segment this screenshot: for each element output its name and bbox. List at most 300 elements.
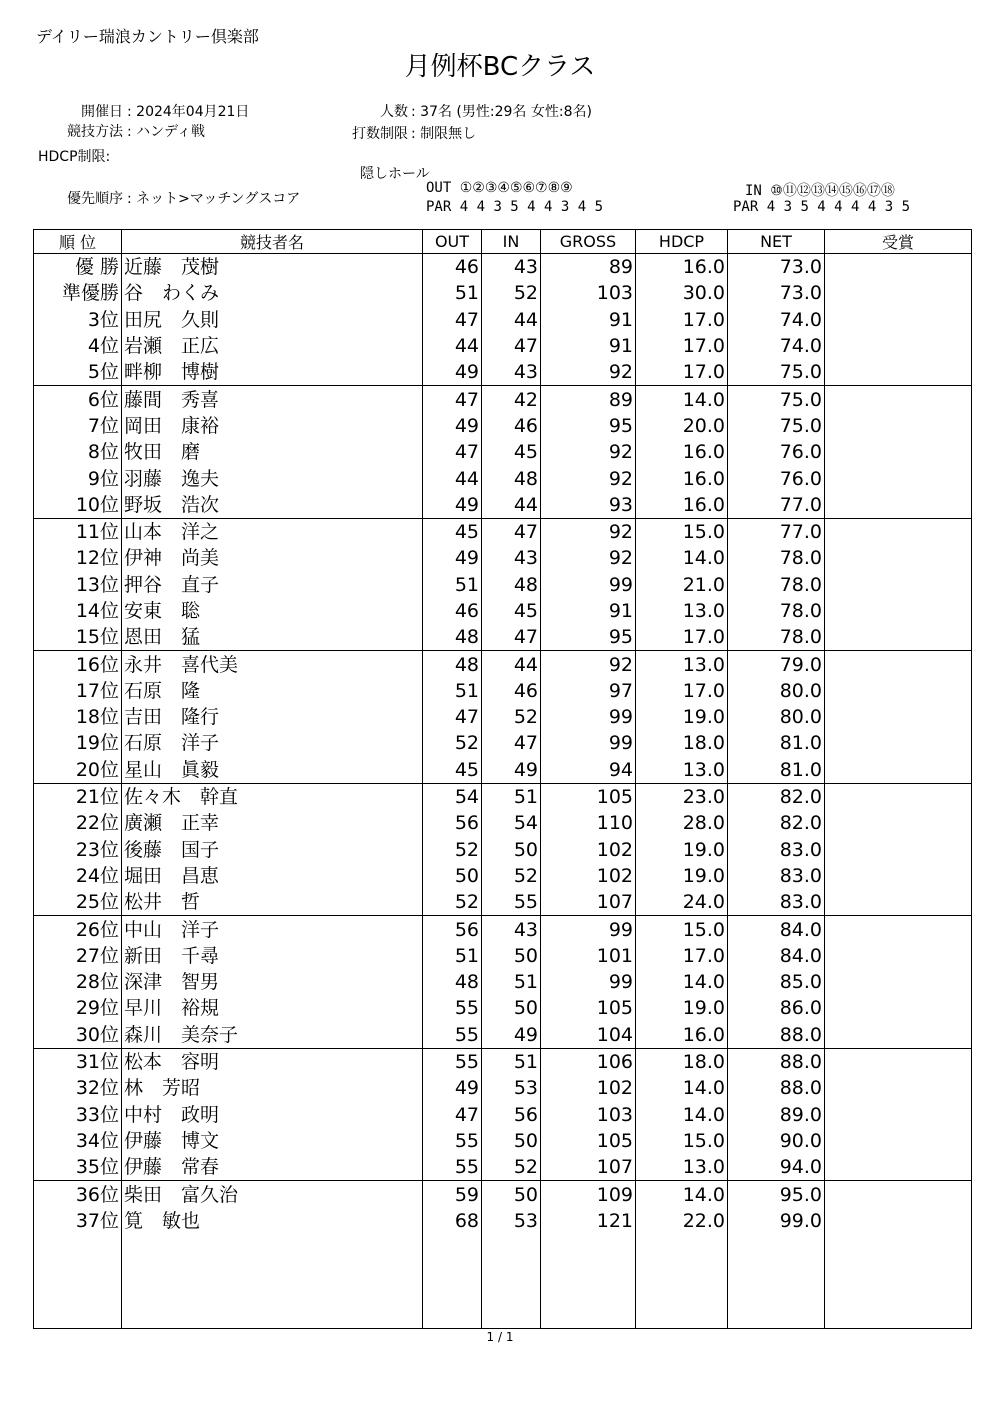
award-cell bbox=[825, 465, 972, 491]
net-cell: 80.0 bbox=[728, 678, 825, 704]
in-holes-row bbox=[745, 180, 895, 200]
in-par-label: PAR bbox=[733, 199, 759, 215]
table-row bbox=[34, 492, 972, 519]
col-rank: 順 位 bbox=[34, 230, 122, 254]
net-cell: 79.0 bbox=[728, 651, 825, 678]
out-cell: 52 bbox=[423, 889, 482, 916]
table-row bbox=[34, 280, 972, 306]
priority-label: 優先順序 bbox=[67, 191, 123, 207]
net-cell: 75.0 bbox=[728, 359, 825, 386]
gross-cell: 102 bbox=[541, 863, 636, 889]
table-row bbox=[34, 783, 972, 810]
col-net: NET bbox=[728, 230, 825, 254]
net-cell: 74.0 bbox=[728, 333, 825, 359]
award-cell bbox=[825, 1154, 972, 1181]
gross-cell: 91 bbox=[541, 333, 636, 359]
table-row bbox=[34, 651, 972, 678]
award-cell bbox=[825, 810, 972, 836]
out-cell: 47 bbox=[423, 307, 482, 333]
hdcp-cell: 17.0 bbox=[636, 624, 728, 651]
gross-cell: 92 bbox=[541, 465, 636, 491]
results-table bbox=[33, 229, 972, 1329]
method-label: 競技方法 bbox=[67, 124, 123, 140]
out-holes: ①②③④⑤⑥⑦⑧⑨ bbox=[459, 180, 573, 196]
table-row bbox=[34, 1048, 972, 1075]
net-cell: 75.0 bbox=[728, 413, 825, 439]
net-cell: 81.0 bbox=[728, 730, 825, 756]
net-cell: 88.0 bbox=[728, 1075, 825, 1101]
table-row bbox=[34, 518, 972, 545]
in-par: 4 3 5 4 4 4 4 3 5 bbox=[766, 199, 911, 215]
out-par-label: PAR bbox=[426, 199, 452, 215]
net-cell: 99.0 bbox=[728, 1208, 825, 1234]
table-row bbox=[34, 1128, 972, 1154]
col-name: 競技者名 bbox=[122, 230, 423, 254]
award-cell bbox=[825, 1075, 972, 1101]
net-cell: 89.0 bbox=[728, 1102, 825, 1128]
empty-cell bbox=[34, 1234, 122, 1329]
award-cell bbox=[825, 598, 972, 624]
in-cell: 48 bbox=[482, 465, 541, 491]
name-cell: 伊神 尚美 bbox=[122, 545, 423, 571]
gross-cell: 91 bbox=[541, 307, 636, 333]
gross-cell: 92 bbox=[541, 518, 636, 545]
out-cell: 56 bbox=[423, 916, 482, 943]
in-cell: 44 bbox=[482, 307, 541, 333]
date-value: : 2024年04月21日 bbox=[127, 104, 250, 120]
award-cell bbox=[825, 333, 972, 359]
net-cell: 80.0 bbox=[728, 704, 825, 730]
gross-cell: 93 bbox=[541, 492, 636, 519]
in-cell: 47 bbox=[482, 624, 541, 651]
in-cell: 43 bbox=[482, 916, 541, 943]
rank-cell: 優 勝 bbox=[34, 254, 122, 281]
gross-cell: 109 bbox=[541, 1181, 636, 1208]
award-cell bbox=[825, 783, 972, 810]
empty-cell bbox=[541, 1234, 636, 1329]
in-cell: 50 bbox=[482, 1128, 541, 1154]
out-cell: 51 bbox=[423, 943, 482, 969]
table-row bbox=[34, 1208, 972, 1234]
hdcp-cell: 13.0 bbox=[636, 598, 728, 624]
name-cell: 松井 哲 bbox=[122, 889, 423, 916]
rank-cell: 準優勝 bbox=[34, 280, 122, 306]
name-cell: 牧田 磨 bbox=[122, 439, 423, 465]
out-label: OUT bbox=[426, 180, 452, 196]
name-cell: 深津 智男 bbox=[122, 969, 423, 995]
in-cell: 51 bbox=[482, 1048, 541, 1075]
award-cell bbox=[825, 1208, 972, 1234]
gross-cell: 102 bbox=[541, 1075, 636, 1101]
rank-cell: 6位 bbox=[34, 386, 122, 413]
hdcp-cell: 17.0 bbox=[636, 359, 728, 386]
rank-cell: 14位 bbox=[34, 598, 122, 624]
in-cell: 54 bbox=[482, 810, 541, 836]
hdcp-cell: 13.0 bbox=[636, 757, 728, 784]
in-cell: 43 bbox=[482, 254, 541, 281]
out-cell: 49 bbox=[423, 413, 482, 439]
gross-cell: 106 bbox=[541, 1048, 636, 1075]
hdcp-cell: 30.0 bbox=[636, 280, 728, 306]
in-cell: 45 bbox=[482, 439, 541, 465]
gross-cell: 99 bbox=[541, 572, 636, 598]
rank-cell: 22位 bbox=[34, 810, 122, 836]
rank-cell: 11位 bbox=[34, 518, 122, 545]
net-cell: 83.0 bbox=[728, 837, 825, 863]
out-cell: 45 bbox=[423, 518, 482, 545]
in-cell: 52 bbox=[482, 1154, 541, 1181]
award-cell bbox=[825, 1048, 972, 1075]
name-cell: 吉田 隆行 bbox=[122, 704, 423, 730]
rank-cell: 18位 bbox=[34, 704, 122, 730]
net-cell: 73.0 bbox=[728, 280, 825, 306]
out-cell: 49 bbox=[423, 545, 482, 571]
out-cell: 47 bbox=[423, 1102, 482, 1128]
net-cell: 81.0 bbox=[728, 757, 825, 784]
empty-cell bbox=[482, 1234, 541, 1329]
name-cell: 畔柳 博樹 bbox=[122, 359, 423, 386]
table-row bbox=[34, 730, 972, 756]
in-cell: 55 bbox=[482, 889, 541, 916]
in-cell: 42 bbox=[482, 386, 541, 413]
table-row bbox=[34, 1181, 972, 1208]
name-cell: 石原 洋子 bbox=[122, 730, 423, 756]
name-cell: 安東 聡 bbox=[122, 598, 423, 624]
in-label: IN bbox=[745, 183, 762, 199]
award-cell bbox=[825, 730, 972, 756]
in-cell: 43 bbox=[482, 545, 541, 571]
in-cell: 52 bbox=[482, 704, 541, 730]
in-cell: 44 bbox=[482, 492, 541, 519]
hdcp-cell: 14.0 bbox=[636, 969, 728, 995]
award-cell bbox=[825, 413, 972, 439]
rank-cell: 21位 bbox=[34, 783, 122, 810]
award-cell bbox=[825, 651, 972, 678]
net-cell: 84.0 bbox=[728, 943, 825, 969]
in-cell: 49 bbox=[482, 757, 541, 784]
table-row bbox=[34, 333, 972, 359]
name-cell: 中山 洋子 bbox=[122, 916, 423, 943]
hdcp-cell: 14.0 bbox=[636, 1102, 728, 1128]
net-cell: 94.0 bbox=[728, 1154, 825, 1181]
table-row bbox=[34, 995, 972, 1021]
rank-cell: 37位 bbox=[34, 1208, 122, 1234]
table-header-row bbox=[34, 230, 972, 254]
hdcp-cell: 24.0 bbox=[636, 889, 728, 916]
page-number: 1 / 1 bbox=[486, 1330, 514, 1344]
name-cell: 廣瀬 正幸 bbox=[122, 810, 423, 836]
hdcp-cell: 16.0 bbox=[636, 1022, 728, 1049]
page-title: 月例杯BCクラス bbox=[404, 52, 596, 82]
gross-cell: 89 bbox=[541, 254, 636, 281]
hdcp-cell: 18.0 bbox=[636, 730, 728, 756]
award-cell bbox=[825, 863, 972, 889]
in-cell: 44 bbox=[482, 651, 541, 678]
in-cell: 50 bbox=[482, 943, 541, 969]
in-cell: 53 bbox=[482, 1208, 541, 1234]
count-text: 37名 (男性:29名 女性:8名) bbox=[420, 104, 592, 120]
net-cell: 76.0 bbox=[728, 465, 825, 491]
hdcp-cell: 14.0 bbox=[636, 1181, 728, 1208]
in-cell: 51 bbox=[482, 969, 541, 995]
out-cell: 47 bbox=[423, 386, 482, 413]
empty-cell bbox=[423, 1234, 482, 1329]
in-cell: 52 bbox=[482, 863, 541, 889]
award-cell bbox=[825, 757, 972, 784]
net-cell: 90.0 bbox=[728, 1128, 825, 1154]
name-cell: 伊藤 博文 bbox=[122, 1128, 423, 1154]
table-row bbox=[34, 624, 972, 651]
hdcp-cell: 13.0 bbox=[636, 1154, 728, 1181]
rank-cell: 20位 bbox=[34, 757, 122, 784]
in-cell: 50 bbox=[482, 1181, 541, 1208]
gross-cell: 99 bbox=[541, 969, 636, 995]
in-cell: 45 bbox=[482, 598, 541, 624]
award-cell bbox=[825, 889, 972, 916]
hdcp-cell: 17.0 bbox=[636, 333, 728, 359]
table-row bbox=[34, 254, 972, 281]
in-cell: 50 bbox=[482, 995, 541, 1021]
gross-cell: 105 bbox=[541, 783, 636, 810]
out-cell: 44 bbox=[423, 333, 482, 359]
gross-cell: 95 bbox=[541, 624, 636, 651]
net-cell: 83.0 bbox=[728, 889, 825, 916]
in-cell: 53 bbox=[482, 1075, 541, 1101]
name-cell: 柴田 富久治 bbox=[122, 1181, 423, 1208]
out-cell: 55 bbox=[423, 1154, 482, 1181]
rank-cell: 28位 bbox=[34, 969, 122, 995]
name-cell: 田尻 久則 bbox=[122, 307, 423, 333]
out-cell: 52 bbox=[423, 837, 482, 863]
limit-label: 打数制限 bbox=[352, 126, 408, 142]
limit-text: 制限無し bbox=[420, 126, 477, 142]
empty-cell bbox=[122, 1234, 423, 1329]
name-cell: 谷 わくみ bbox=[122, 280, 423, 306]
gross-cell: 101 bbox=[541, 943, 636, 969]
rank-cell: 5位 bbox=[34, 359, 122, 386]
out-cell: 59 bbox=[423, 1181, 482, 1208]
out-cell: 55 bbox=[423, 1022, 482, 1049]
empty-cell bbox=[728, 1234, 825, 1329]
name-cell: 星山 眞毅 bbox=[122, 757, 423, 784]
award-cell bbox=[825, 254, 972, 281]
award-cell bbox=[825, 492, 972, 519]
net-cell: 78.0 bbox=[728, 545, 825, 571]
out-par-row bbox=[426, 199, 603, 215]
hdcp-cell: 19.0 bbox=[636, 863, 728, 889]
table-row bbox=[34, 307, 972, 333]
in-par-row bbox=[733, 199, 910, 215]
out-cell: 47 bbox=[423, 439, 482, 465]
award-cell bbox=[825, 1102, 972, 1128]
table-row bbox=[34, 1022, 972, 1049]
out-cell: 52 bbox=[423, 730, 482, 756]
out-cell: 54 bbox=[423, 783, 482, 810]
net-cell: 88.0 bbox=[728, 1048, 825, 1075]
hdcp-cell: 21.0 bbox=[636, 572, 728, 598]
name-cell: 恩田 猛 bbox=[122, 624, 423, 651]
award-cell bbox=[825, 969, 972, 995]
hdcp-cell: 14.0 bbox=[636, 386, 728, 413]
award-cell bbox=[825, 995, 972, 1021]
award-cell bbox=[825, 837, 972, 863]
rank-cell: 31位 bbox=[34, 1048, 122, 1075]
hdcp-cell: 19.0 bbox=[636, 995, 728, 1021]
gross-cell: 99 bbox=[541, 730, 636, 756]
award-cell bbox=[825, 439, 972, 465]
col-hdcp: HDCP bbox=[636, 230, 728, 254]
empty-cell bbox=[825, 1234, 972, 1329]
out-cell: 49 bbox=[423, 359, 482, 386]
table-row bbox=[34, 810, 972, 836]
gross-cell: 105 bbox=[541, 1128, 636, 1154]
rank-cell: 10位 bbox=[34, 492, 122, 519]
table-row bbox=[34, 889, 972, 916]
rank-cell: 13位 bbox=[34, 572, 122, 598]
out-cell: 45 bbox=[423, 757, 482, 784]
in-cell: 43 bbox=[482, 359, 541, 386]
rank-cell: 19位 bbox=[34, 730, 122, 756]
net-cell: 78.0 bbox=[728, 572, 825, 598]
in-cell: 46 bbox=[482, 413, 541, 439]
table-row bbox=[34, 863, 972, 889]
gross-cell: 104 bbox=[541, 1022, 636, 1049]
net-cell: 77.0 bbox=[728, 492, 825, 519]
gross-cell: 107 bbox=[541, 1154, 636, 1181]
out-cell: 47 bbox=[423, 704, 482, 730]
hdcp-cell: 14.0 bbox=[636, 1075, 728, 1101]
hdcp-cell: 15.0 bbox=[636, 1128, 728, 1154]
name-cell: 石原 隆 bbox=[122, 678, 423, 704]
net-cell: 86.0 bbox=[728, 995, 825, 1021]
out-cell: 44 bbox=[423, 465, 482, 491]
rank-cell: 35位 bbox=[34, 1154, 122, 1181]
name-cell: 堀田 昌恵 bbox=[122, 863, 423, 889]
net-cell: 74.0 bbox=[728, 307, 825, 333]
rank-cell: 12位 bbox=[34, 545, 122, 571]
hdcp-cell: 19.0 bbox=[636, 837, 728, 863]
hdcp-cell: 13.0 bbox=[636, 651, 728, 678]
limit-value: : 制限無し bbox=[411, 126, 477, 142]
name-cell: 近藤 茂樹 bbox=[122, 254, 423, 281]
net-cell: 78.0 bbox=[728, 624, 825, 651]
net-cell: 77.0 bbox=[728, 518, 825, 545]
hdcp-cell: 16.0 bbox=[636, 492, 728, 519]
name-cell: 中村 政明 bbox=[122, 1102, 423, 1128]
award-cell bbox=[825, 678, 972, 704]
hdcp-cell: 20.0 bbox=[636, 413, 728, 439]
net-cell: 85.0 bbox=[728, 969, 825, 995]
rank-cell: 27位 bbox=[34, 943, 122, 969]
gross-cell: 99 bbox=[541, 916, 636, 943]
rank-cell: 30位 bbox=[34, 1022, 122, 1049]
col-out: OUT bbox=[423, 230, 482, 254]
award-cell bbox=[825, 1181, 972, 1208]
award-cell bbox=[825, 572, 972, 598]
award-cell bbox=[825, 386, 972, 413]
priority-text: ネット>マッチングスコア bbox=[136, 191, 301, 207]
table-row bbox=[34, 465, 972, 491]
club-name: デイリー瑞浪カントリー倶楽部 bbox=[36, 27, 259, 46]
table-row bbox=[34, 969, 972, 995]
in-cell: 48 bbox=[482, 572, 541, 598]
hdcp-cell: 16.0 bbox=[636, 439, 728, 465]
out-cell: 48 bbox=[423, 651, 482, 678]
table-row bbox=[34, 439, 972, 465]
award-cell bbox=[825, 1128, 972, 1154]
rank-cell: 3位 bbox=[34, 307, 122, 333]
table-row bbox=[34, 1075, 972, 1101]
rank-cell: 29位 bbox=[34, 995, 122, 1021]
hdcp-cell: 15.0 bbox=[636, 518, 728, 545]
gross-cell: 92 bbox=[541, 545, 636, 571]
out-cell: 55 bbox=[423, 1128, 482, 1154]
award-cell bbox=[825, 280, 972, 306]
rank-cell: 7位 bbox=[34, 413, 122, 439]
hdcp-cell: 15.0 bbox=[636, 916, 728, 943]
gross-cell: 105 bbox=[541, 995, 636, 1021]
in-cell: 56 bbox=[482, 1102, 541, 1128]
net-cell: 84.0 bbox=[728, 916, 825, 943]
rank-cell: 25位 bbox=[34, 889, 122, 916]
name-cell: 新田 千尋 bbox=[122, 943, 423, 969]
table-row bbox=[34, 1154, 972, 1181]
table-row bbox=[34, 545, 972, 571]
name-cell: 野坂 浩次 bbox=[122, 492, 423, 519]
gross-cell: 94 bbox=[541, 757, 636, 784]
hdcp-cell: 18.0 bbox=[636, 1048, 728, 1075]
rank-cell: 32位 bbox=[34, 1075, 122, 1101]
gross-cell: 91 bbox=[541, 598, 636, 624]
table-row bbox=[34, 916, 972, 943]
date-label: 開催日 bbox=[81, 104, 123, 120]
rank-cell: 4位 bbox=[34, 333, 122, 359]
out-cell: 55 bbox=[423, 1048, 482, 1075]
out-cell: 49 bbox=[423, 492, 482, 519]
name-cell: 藤間 秀喜 bbox=[122, 386, 423, 413]
col-award: 受賞 bbox=[825, 230, 972, 254]
out-cell: 56 bbox=[423, 810, 482, 836]
in-cell: 50 bbox=[482, 837, 541, 863]
date-text: 2024年04月21日 bbox=[136, 104, 250, 120]
name-cell: 松本 容明 bbox=[122, 1048, 423, 1075]
in-cell: 47 bbox=[482, 333, 541, 359]
hidden-hole-label: 隠しホール bbox=[360, 166, 430, 182]
name-cell: 筧 敏也 bbox=[122, 1208, 423, 1234]
name-cell: 岡田 康裕 bbox=[122, 413, 423, 439]
gross-cell: 99 bbox=[541, 704, 636, 730]
gross-cell: 102 bbox=[541, 837, 636, 863]
net-cell: 82.0 bbox=[728, 783, 825, 810]
award-cell bbox=[825, 1022, 972, 1049]
out-cell: 51 bbox=[423, 678, 482, 704]
table-row bbox=[34, 757, 972, 784]
table-row bbox=[34, 704, 972, 730]
net-cell: 95.0 bbox=[728, 1181, 825, 1208]
gross-cell: 95 bbox=[541, 413, 636, 439]
table-row bbox=[34, 359, 972, 386]
name-cell: 永井 喜代美 bbox=[122, 651, 423, 678]
in-cell: 49 bbox=[482, 1022, 541, 1049]
empty-cell bbox=[636, 1234, 728, 1329]
net-cell: 88.0 bbox=[728, 1022, 825, 1049]
rank-cell: 9位 bbox=[34, 465, 122, 491]
gross-cell: 107 bbox=[541, 889, 636, 916]
hdcp-cell: 16.0 bbox=[636, 254, 728, 281]
gross-cell: 121 bbox=[541, 1208, 636, 1234]
hdcp-limit-label: HDCP制限: bbox=[38, 149, 111, 165]
net-cell: 73.0 bbox=[728, 254, 825, 281]
